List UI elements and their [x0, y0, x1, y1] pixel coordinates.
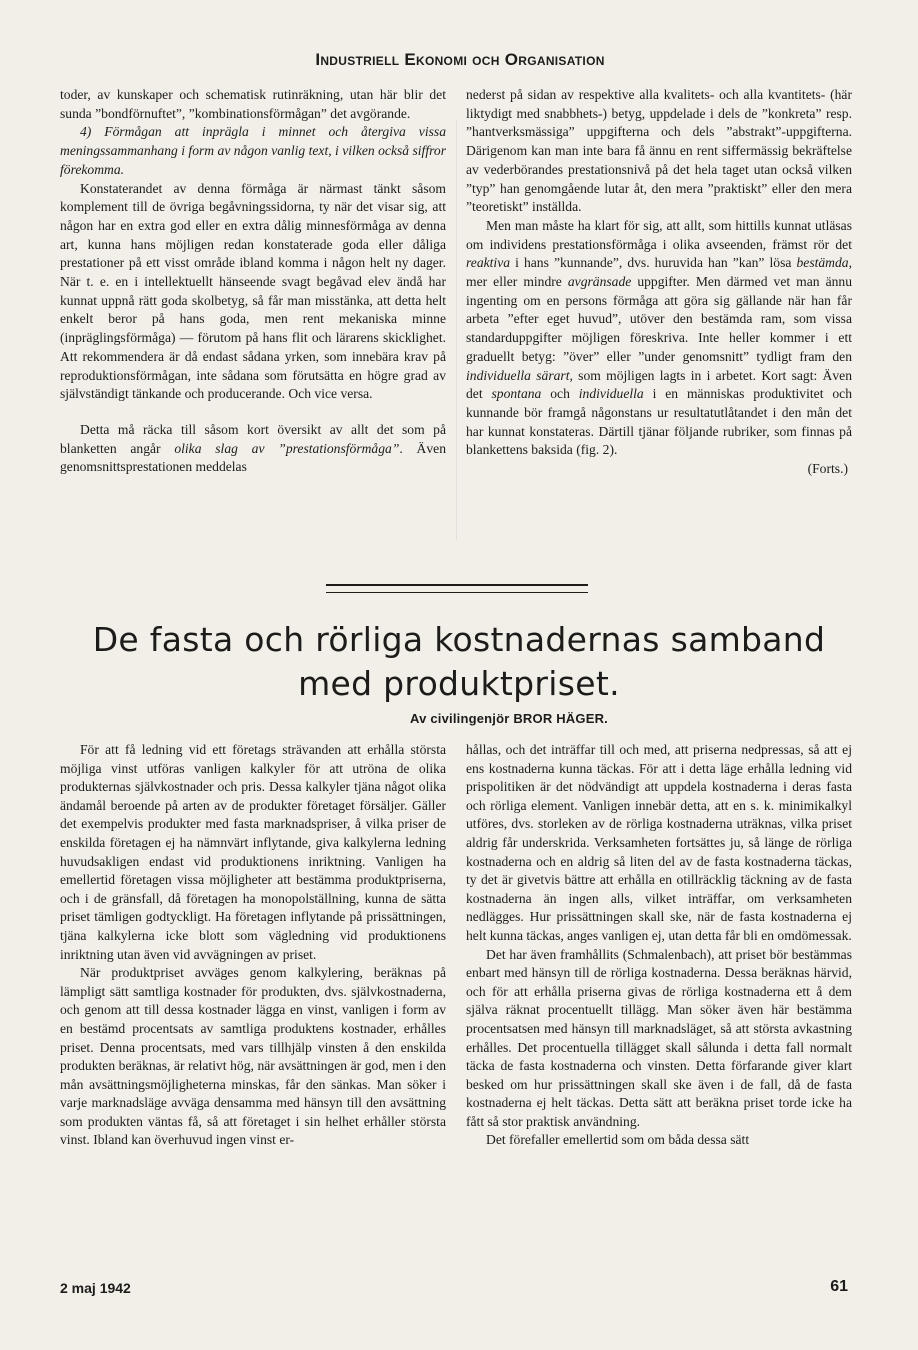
text-run: i en människas produktivitet och kunnande bör framgå någonstans ur resultatutlåtandet i den mån det har kunnat konstateras. Därtill tjänar följande rubriker, som finnas på blankettens baksida (fig. 2).	[466, 386, 852, 458]
italic-run: bestämda,	[796, 255, 852, 271]
page-number: 61	[830, 1278, 848, 1295]
paragraph: toder, av kunskaper och schematisk rutinräkning, utan här blir det sunda ”bondförnuftet”, ”kombinationsförmågan” det avgörande.	[60, 87, 446, 121]
text-run: och	[541, 386, 579, 402]
text-run: som möjligen lagts in i arbetet. Kort sagt: Även det	[466, 367, 852, 402]
text-run: uppgifter. Men därmed vet man ännu ingenting om en persons förmåga att göra sig gällande när han får arbeta ”efter eget huvud”, utöver den bestämda ram, som vissa standarduppgifter möjligen föreskriva. Inte heller kommer i ett graduellt betyg: ”över” eller ”under genomsnitt” tydligt fram den	[466, 274, 853, 364]
text-run: Men man måste ha klart för sig, att allt, som hittills kunnat utläsas om individens prestationsförmåga i olika avseenden, främst rör det	[466, 217, 852, 252]
text-run: Detta må räcka till såsom kort översikt av allt det som på blanketten angår	[60, 421, 446, 456]
paragraph: Det förefaller emellertid som om båda dessa sätt	[486, 1132, 750, 1148]
prev-article-column-right	[466, 86, 852, 479]
paragraph: Det har även framhållits (Schmalenbach), att priset bör bestämmas enbart med hänsyn till de rörliga kostnaderna. Dessa beräknas härvid, och för att erhålla priserna givas de rörliga kostnaderna ett å dem själva räknat procentuellt tillägg. Man söker även här bestämma procentsatsen med hänsyn till marknadsläget, så att största avkastning erhålles. Det procentuella tillägget skall sålunda i detta fall normalt täcka de fasta kostnaderna och vinsten. Detta förfarande giver klart besked om hur prissättningen skall ske även i de fall, då de fasta kostnaderna ej helt täckas. Detta sätt att beräkna priset torde icke ha fått så stor praktisk användning.	[466, 946, 852, 1129]
italic-run: reaktiva	[466, 255, 511, 271]
paragraph: När produktpriset avväges genom kalkylering, beräknas på lämpligt sätt samtliga kostnader för produkten, dvs. självkostnaderna, och genom att till dessa kostnader lägga en vinst, vanligen i form av en bestämd procentsats av samtliga produktens kostnader, erhålles priset. Denna procentsats, med vars tillhjälp vinsten å den enskilda produkten beräknas, är relativt hög, när avsättningen är god, men i den mån avsättningsmöjligheterna minskas, får den sänkas. Man söker i varje marknadsläge avväga densamma med hänsyn till den avsättning som produkten väntas få, så att företaget i sin helhet erhåller största vinst. Ibland kan överhuvud ingen vinst er-	[60, 965, 446, 1148]
article-column-left	[60, 741, 446, 1150]
italic-run: avgränsade	[567, 274, 632, 290]
paragraph: nederst på sidan av respektive alla kvalitets- och alla kvantitets- (här liktydigt med snabbhets-) betyg, uppdelade i dels de ”konkreta” resp. ”hantverksmässiga” uppgifterna och dels ”abstrakt”-uppgifterna. Därigenom kan man inte bara få ännu en rent siffermässig bekräftelse av vederbörandes prestationsnivå på det hela taget utan också vilken ”typ” han genomgående lutar åt, den mera ”praktiskt” eller den mera ”teoretiskt” inställda.	[466, 87, 852, 215]
paragraph	[60, 421, 446, 477]
running-header: Industriell Ekonomi och Organisation	[315, 50, 605, 69]
continued-note: (Forts.)	[807, 461, 848, 477]
paragraph: För att få ledning vid ett företags strävanden att erhålla största möjliga vinst utföras vanligen kalkyler för att utröna de olika produkternas självkostnader och pris. Dessa kalkyler tjäna något olika ändamål beroende på arten av de produkter företaget försäljer. Gäller det exempelvis produkter med fasta marknadspriser, å vilka priser de enskilda företagen ej ha nämnvärt inflytande, giva kalkylerna ledning huvudsakligen endast vid produktionens inriktning. Vanligen ha emellertid företagen vissa möjligheter att bestämma produktpriserna, och i de gränsfall, då företagen ha monopolställning, kunna de sätta priset tämligen godtyckligt. Ha företagen inflytande på prissättningen, tjäna kalkylerna icke blott som vägledning vid produktionens inriktning utan även vid avvägningen av priset.	[60, 742, 446, 962]
subsection-heading: 4) Förmågan att inprägla i minnet och återgiva vissa meningssammanhang i form av någon vanlig text, i vilken också siffror förekomma.	[60, 124, 446, 177]
paragraph: hållas, och det inträffar till och med, att priserna nedpressas, så att ej ens kostnaderna kunna täckas. För att i detta läge erhålla ledning vid prispolitiken är det nödvändigt att uppdela kostnaderna i deras fasta och rörliga element. Vanligen innebär detta, att en s. k. minimikalkyl utföres, dvs. storleken av de rörliga kostnaderna uträknas, vilka priset aldrig får underskrida. Verksamheten fortsättes ju, så länge de rörliga kostnaderna och en aldrig så liten del av de fasta kostnaderna täckas, ty det är givetvis bättre att erhålla en otillräcklig täckning av de fasta kostnaderna än ingen alls, vilket inträffar, om verksamheten nedlägges. Hur prissättningen skall ske, när de fasta kostnaderna ej helt kunna täckas, anges vanligen ej, utan detta får bli en omdömessak.	[466, 742, 852, 943]
byline: Av civilingenjör BROR HÄGER.	[410, 711, 608, 726]
italic-run: spontana	[491, 386, 542, 402]
article-title	[60, 618, 858, 706]
article-divider	[326, 584, 588, 593]
italic-run: individuella särart,	[466, 367, 573, 383]
text-run: i hans ”kunnande”, dvs. huruvida han ”kan” lösa	[510, 255, 797, 271]
title-line: med produktpriset.	[298, 664, 620, 703]
italic-run: individuella	[578, 386, 644, 402]
prev-article-column-left	[60, 86, 446, 477]
paragraph: Konstaterandet av denna förmåga är närmast tänkt såsom komplement till de övriga begåvningssidorna, ty när det visar sig, att någon har en extra god eller en extra dålig minnesförmåga av denna art, kunna hans möjligen redan konstaterade goda eller dåliga prestationer på ett visst område ibland komma i någon helt ny dager. När t. e. en i intellektuellt hänseende svagt begåvad elev ändå har kunnat uppnå rätt goda skolbetyg, så får man misstänka, att detta helt enkelt beror på hans goda, men rent mekaniska minne (inpräglingsförmåga) — förutom på hans flit och lärarens skicklighet. Att rekommendera är då endast sådana yrken, som innebära krav på reproduktionsförmågan, inte sådana som förutsätta en högre grad av självständigt tänkande och producerande. Och vice versa.	[60, 180, 446, 402]
paragraph	[466, 217, 852, 460]
column-gutter	[456, 120, 457, 540]
title-line: De fasta och rörliga kostnadernas samband	[92, 620, 826, 659]
text-run: . Även genomsnittsprestationen meddelas	[60, 440, 446, 475]
text-run: mer eller mindre	[466, 274, 568, 290]
issue-date: 2 maj 1942	[60, 1280, 131, 1296]
article-column-right	[466, 741, 852, 1150]
italic-run: olika slag av ”prestationsförmåga”	[174, 440, 400, 456]
